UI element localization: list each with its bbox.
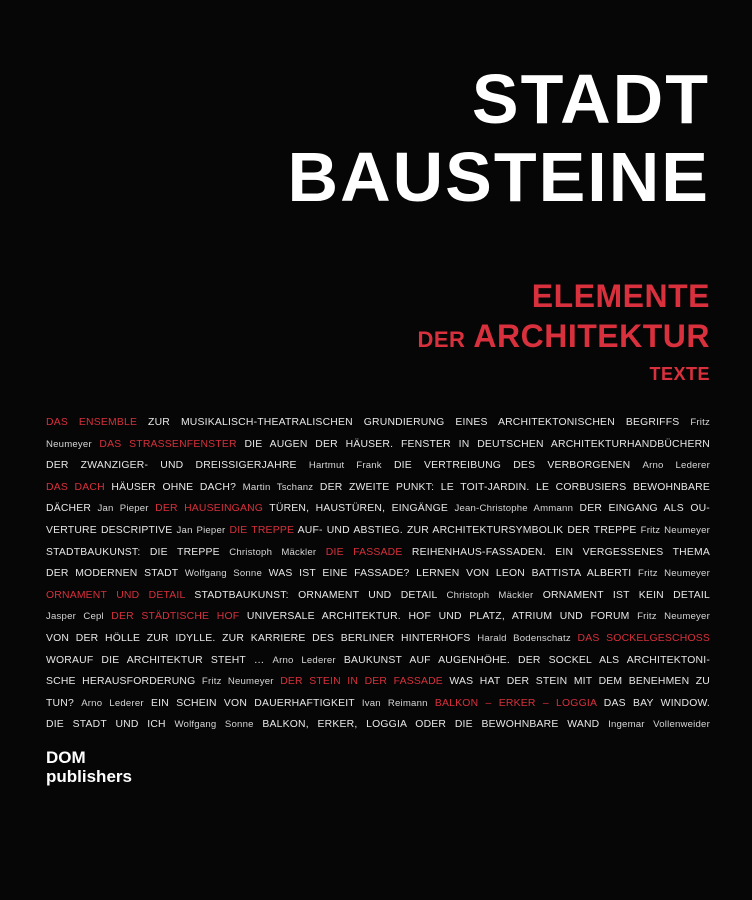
- contents-line: [46, 650, 710, 672]
- essay-title: WAS IST EINE FASSADE? LERNEN VON LEON BATTISTA ALBERTI: [261, 568, 639, 580]
- subtitle-der: DER: [417, 327, 466, 352]
- contents-line: [46, 455, 710, 477]
- essay-title: BALKON, ERKER, LOGGIA ODER DIE BEWOHNBARE WAND: [253, 719, 609, 731]
- contents-line: [46, 477, 710, 499]
- author-name: Arno Lederer: [272, 654, 336, 666]
- book-title: [288, 60, 710, 216]
- essay-title: DER EINGANG ALS OU-: [573, 503, 710, 515]
- subtitle-der-architektur: [417, 316, 710, 360]
- contents-line: [46, 671, 710, 693]
- contents-line: [46, 498, 710, 520]
- author-name: Jan Pieper: [176, 524, 226, 536]
- chapter-heading: DER STEIN IN DER FASSADE: [273, 676, 443, 688]
- essay-title: BAUKUNST AUF AUGENHÖHE. DER SOCKEL ALS ARCHITEKTONI-: [335, 654, 710, 666]
- author-name: Christoph Mäckler: [229, 546, 317, 558]
- essay-title: STADTBAUKUNST: DIE TREPPE: [46, 546, 230, 558]
- author-name: Fritz: [690, 417, 710, 428]
- essay-title: HÄUSER OHNE DACH?: [104, 481, 243, 493]
- essay-title: DAS BAY WINDOW.: [596, 697, 710, 709]
- contents-line: [46, 606, 710, 628]
- author-name: Fritz Neumeyer: [640, 524, 711, 536]
- author-name: Martin Tschanz: [242, 481, 314, 493]
- subtitle-elemente: ELEMENTE: [531, 278, 710, 314]
- chapter-heading: DIE FASSADE: [316, 546, 403, 558]
- chapter-heading: BALKON – ERKER – LOGGIA: [427, 697, 597, 709]
- essay-title: UNIVERSALE ARCHITEKTUR. HOF UND PLATZ, ATRIUM UND FORUM: [239, 611, 638, 623]
- chapter-heading: DER HAUSEINGANG: [148, 503, 264, 515]
- subtitle-texte: TEXTE: [649, 364, 710, 384]
- subtitle-architektur: ARCHITEKTUR: [473, 318, 710, 354]
- essay-title: DIE STADT UND ICH: [46, 719, 175, 731]
- contents-line: [46, 585, 710, 607]
- essay-title: WAS HAT DER STEIN MIT DEM BENEHMEN ZU: [442, 676, 711, 688]
- author-name: Hartmut Frank: [308, 460, 382, 472]
- author-name: Christoph Mäckler: [446, 589, 534, 601]
- author-name: Arno Lederer: [642, 460, 710, 472]
- author-name: Harald Bodenschatz: [477, 632, 571, 644]
- chapter-heading: DER STÄDTISCHE HOF: [111, 611, 240, 623]
- essay-title: DER MODERNEN STADT: [46, 568, 185, 580]
- author-name: Wolfgang Sonne: [174, 719, 254, 731]
- essay-title: DER ZWANZIGER- UND DREISSIGERJAHRE: [46, 460, 309, 472]
- essay-title: EIN SCHEIN VON DAUERHAFTIGKEIT: [143, 697, 362, 709]
- contents-line: [46, 563, 710, 585]
- title-line-bausteine: BAUSTEINE: [287, 138, 710, 216]
- contents-line: [46, 542, 710, 564]
- essay-title: SCHE HERAUSFORDERUNG: [46, 676, 202, 688]
- essay-title: ZUR MUSIKALISCH-THEATRALISCHEN GRUNDIERUNG EINES ARCHITEKTONISCHEN BEGRIFFS: [137, 417, 691, 428]
- chapter-heading: DAS ENSEMBLE: [46, 417, 138, 428]
- author-name: Jean-Christophe Ammann: [454, 503, 574, 515]
- chapter-heading: DAS STRASSENFENSTER: [99, 438, 237, 450]
- contents-line: [46, 693, 710, 715]
- essay-title: VERTURE DESCRIPTIVE: [46, 524, 177, 536]
- contents-line: [46, 434, 710, 456]
- chapter-heading: DAS DACH: [46, 481, 105, 493]
- essay-title: DÄCHER: [46, 503, 98, 515]
- essay-title: STADTBAUKUNST: ORNAMENT UND DETAIL: [185, 589, 447, 601]
- essay-title: TUN?: [46, 697, 82, 709]
- author-name: Arno Lederer: [81, 697, 144, 709]
- publisher-logo: [46, 748, 132, 786]
- essay-title: WORAUF DIE ARCHITEKTUR STEHT …: [46, 654, 273, 666]
- table-of-contents: [46, 412, 710, 736]
- author-name: Fritz Neumeyer: [638, 568, 710, 580]
- publisher-publishers: publishers: [46, 767, 132, 786]
- essay-title: REIHENHAUS-FASSADEN. EIN VERGESSENES THEMA: [402, 546, 710, 558]
- author-name: Jasper Cepl: [46, 611, 112, 623]
- author-name: Jan Pieper: [97, 503, 149, 515]
- book-subtitle: [417, 276, 710, 388]
- chapter-heading: ORNAMENT UND DETAIL: [46, 589, 186, 601]
- contents-line: [46, 628, 710, 650]
- author-name: Wolfgang Sonne: [184, 568, 262, 580]
- chapter-heading: DAS SOCKELGESCHOSS: [570, 632, 711, 644]
- contents-line: [46, 412, 710, 434]
- contents-line: [46, 520, 710, 542]
- author-name: Fritz Neumeyer: [201, 676, 274, 688]
- author-name: Neumeyer: [46, 438, 100, 450]
- contents-line: [46, 714, 710, 736]
- title-line-stadt: STADT: [471, 60, 710, 138]
- author-name: Fritz Neumeyer: [637, 611, 710, 623]
- chapter-heading: DIE TREPPE: [225, 524, 295, 536]
- essay-title: ORNAMENT IST KEIN DETAIL: [533, 589, 710, 601]
- author-name: Ivan Reimann: [361, 697, 428, 709]
- essay-title: DER ZWEITE PUNKT: LE TOIT-JARDIN. LE CORBUSIERS BEWOHNBARE: [313, 481, 711, 493]
- essay-title: TÜREN, HAUSTÜREN, EINGÄNGE: [263, 503, 455, 515]
- publisher-dom: DOM: [46, 748, 86, 767]
- author-name: Ingemar Vollenweider: [608, 719, 710, 731]
- essay-title: VON DER HÖLLE ZUR IDYLLE. ZUR KARRIERE DES BERLINER HINTERHOFS: [46, 632, 478, 644]
- essay-title: DIE AUGEN DER HÄUSER. FENSTER IN DEUTSCHEN ARCHITEKTURHANDBÜCHERN: [236, 438, 710, 450]
- essay-title: AUF- UND ABSTIEG. ZUR ARCHITEKTURSYMBOLIK DER TREPPE: [294, 524, 641, 536]
- essay-title: DIE VERTREIBUNG DES VERBORGENEN: [381, 460, 643, 472]
